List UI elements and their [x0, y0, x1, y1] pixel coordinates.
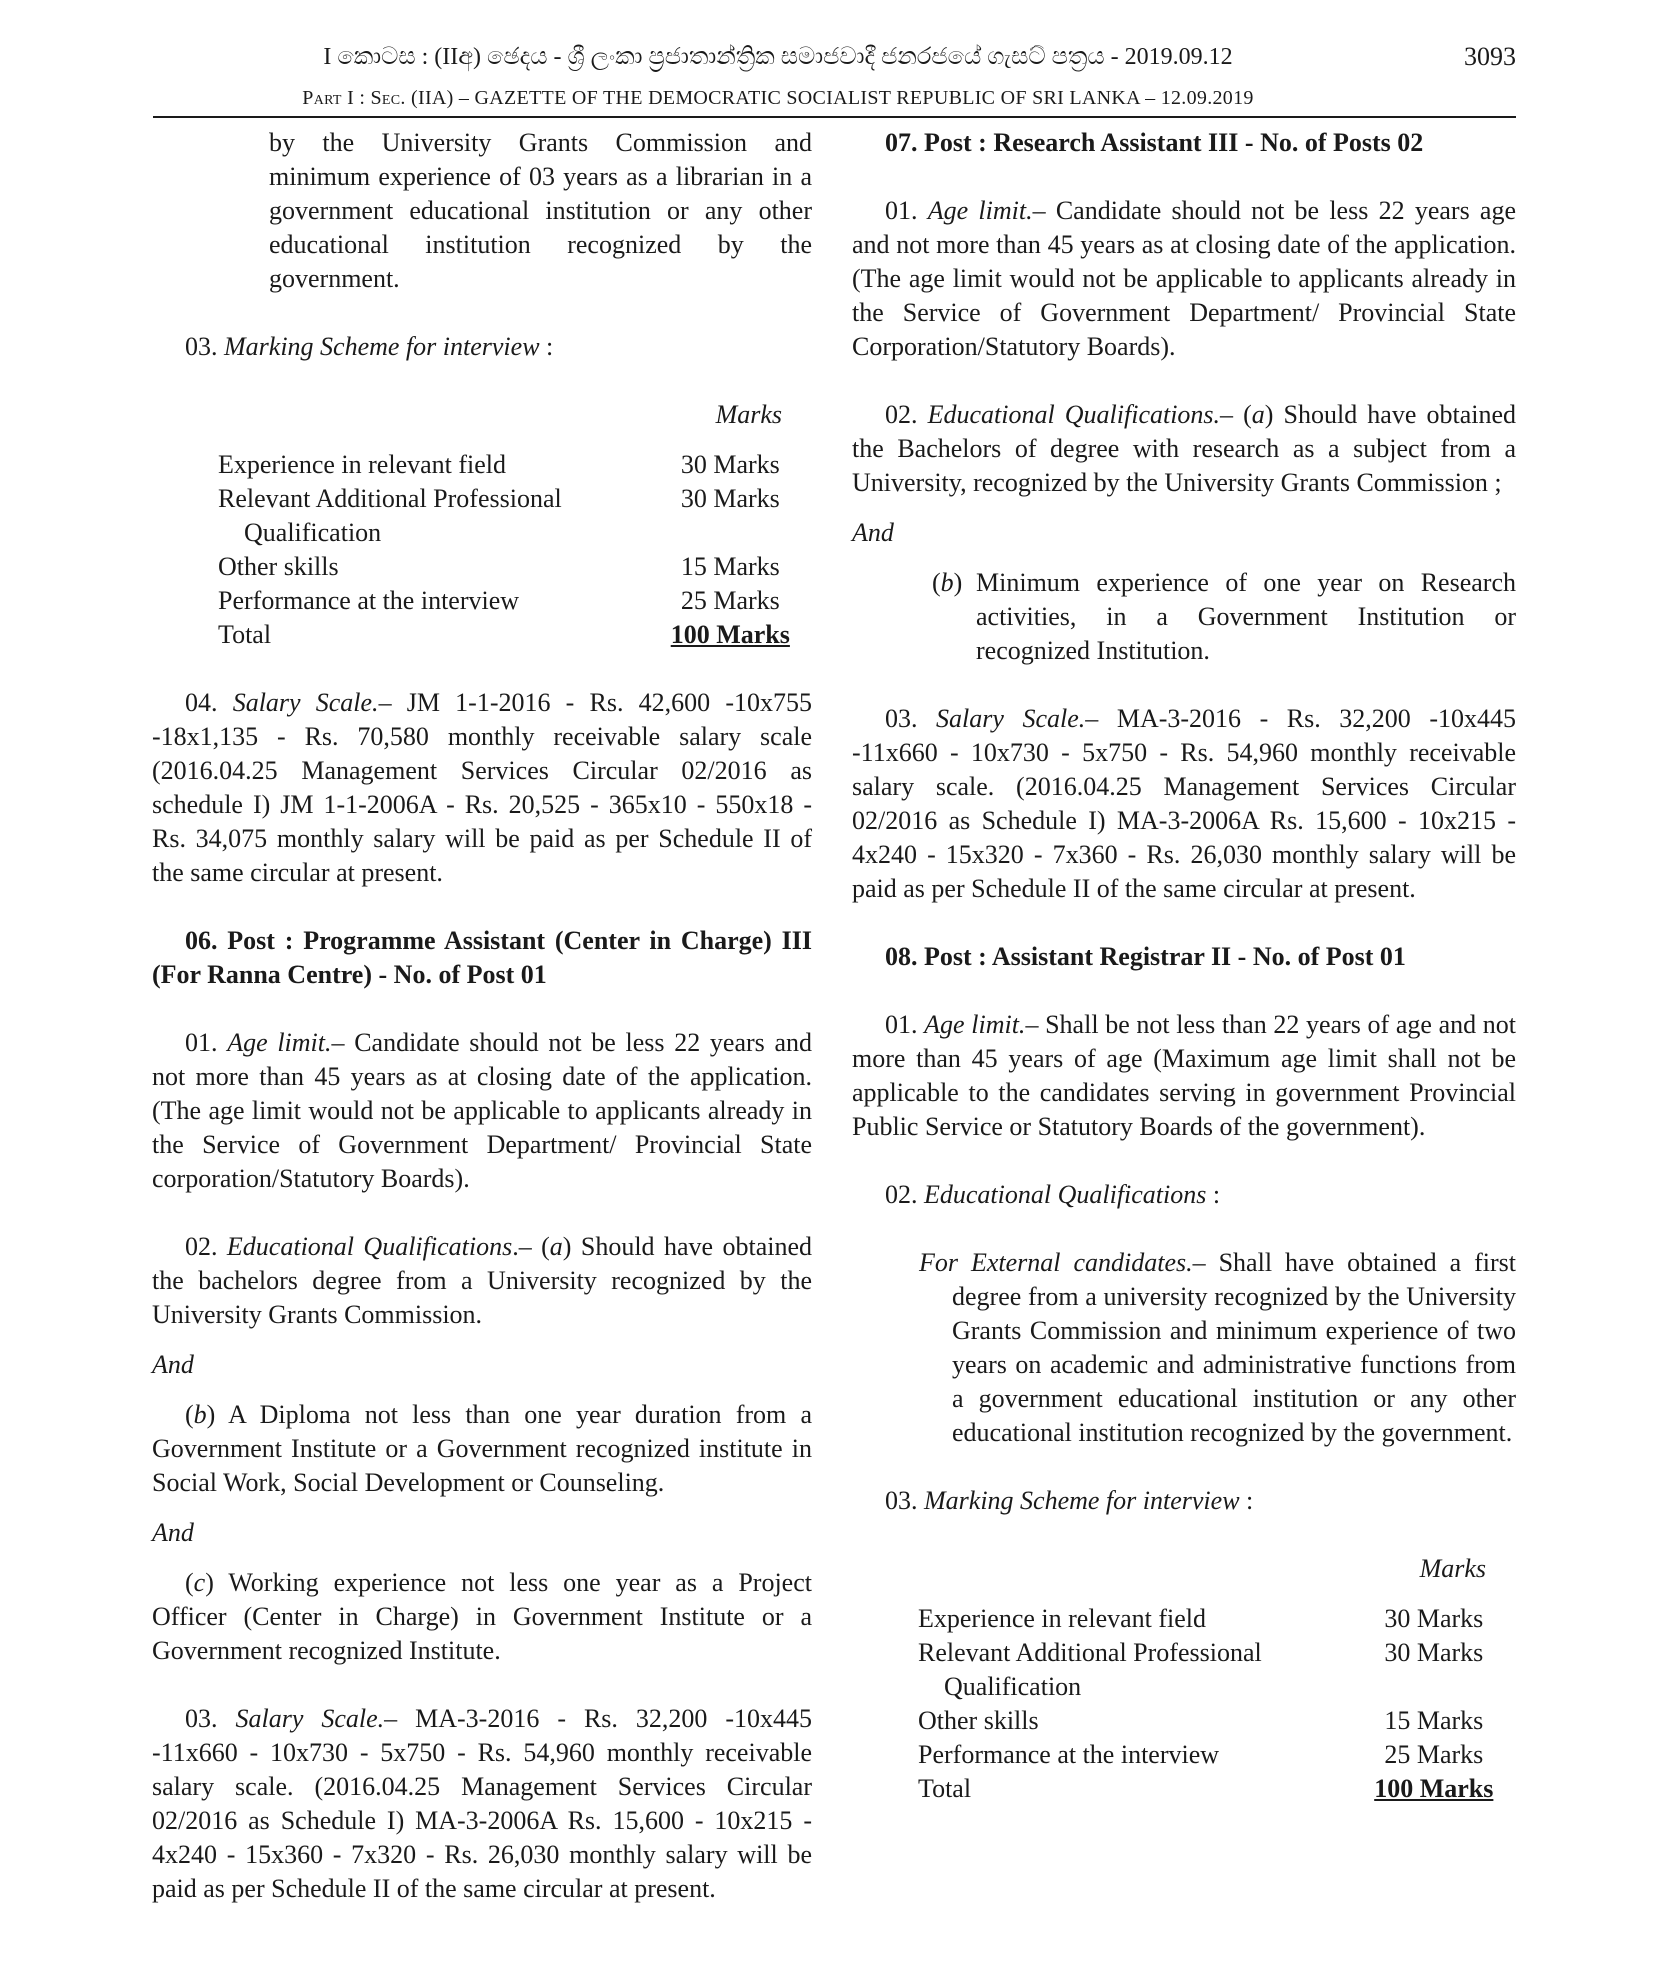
- table-row: Performance at the interview 25 Marks: [218, 586, 780, 615]
- marks-column-header: Marks: [1419, 1554, 1486, 1583]
- p06-education: 02. Educational Qualifications.– (a) Should have obtained the bachelors degree from a University recognized by the University Grants Commission.: [152, 1232, 812, 1329]
- table-row: Experience in relevant field 30 Marks: [218, 450, 780, 479]
- post-08-heading: 08. Post : Assistant Registrar II - No. of Post 01: [885, 942, 1406, 971]
- marks-table-left: [152, 398, 812, 652]
- header-rule: [153, 116, 1516, 118]
- p06-diploma: (b) A Diploma not less than one year duration from a Government Institute or a Government recognized institute in Social Work, Social Development or Counseling.: [152, 1400, 812, 1497]
- marks-table-right: [852, 1552, 1516, 1806]
- part-label: Part I: [302, 87, 355, 109]
- table-row: Experience in relevant field 30 Marks: [918, 1604, 1484, 1633]
- marks-column-header: Marks: [715, 400, 782, 429]
- p08-external-candidates: For External candidates.– Shall have obtained a first degree from a university recognized by the University Grants Commission and minimum experience of two years on academic and administrative functions from a government educational institution or any other educational institution recognized by the government.: [919, 1248, 1516, 1447]
- post-07-heading: 07. Post : Research Assistant III - No. of Posts 02: [885, 128, 1424, 157]
- p07-research-experience: (b) Minimum experience of one year on Research activities, in a Government Institution or recognized Institution.: [932, 568, 1516, 665]
- table-row: Qualification: [244, 518, 382, 547]
- marking-scheme-heading-right: 03. Marking Scheme for interview :: [885, 1486, 1254, 1515]
- p08-education-heading: 02. Educational Qualifications :: [885, 1180, 1221, 1209]
- p07-salary-scale: 03. Salary Scale.– MA-3-2016 - Rs. 32,200 -10x445 -11x660 - 10x730 - 5x750 - Rs. 54,960 monthly receivable salary scale. (2016.04.25 Management Services Circular 02/2016 as Schedule I) MA-3-2006A Rs. 15,600 - 10x215 - 4x240 - 15x320 - 7x360 - Rs. 26,030 monthly salary will be paid as per Schedule II of the same circular at present.: [852, 704, 1516, 903]
- right-column: [852, 126, 1516, 1806]
- p06-experience: (c) Working experience not less one year as a Project Officer (Center in Charge) in Government Institute or a Government recognized Institute.: [152, 1568, 812, 1665]
- and-separator: And: [152, 1518, 194, 1547]
- and-separator: And: [152, 1350, 194, 1379]
- p06-salary-scale: 03. Salary Scale.– MA-3-2016 - Rs. 32,200 -10x445 -11x660 - 10x730 - 5x750 - Rs. 54,960 monthly receivable salary scale. (2016.04.25 Management Services Circular 02/2016 as Schedule I) MA-3-2006A Rs. 15,600 - 10x215 - 4x240 - 15x360 - 7x320 - Rs. 26,030 monthly salary will be paid as per Schedule II of the same circular at present.: [152, 1704, 813, 1903]
- page-number: 3093: [1464, 42, 1516, 71]
- table-row: Qualification: [944, 1672, 1082, 1701]
- table-row-total: Total 100 Marks: [218, 620, 790, 649]
- sec-label: : Sec.: [359, 87, 406, 109]
- continued-paragraph: by the University Grants Commission and minimum experience of 03 years as a librarian in a government educational institution or any other educational institution recognized by the government.: [269, 128, 812, 293]
- table-row: Other skills 15 Marks: [218, 552, 780, 581]
- table-row: Other skills 15 Marks: [918, 1706, 1484, 1735]
- p08-age-limit: 01. Age limit.– Shall be not less than 22 years of age and not more than 45 years of age (Maximum age limit shall not be applicable to the candidates serving in government Provincial Public Service or Statutory Boards of the government).: [852, 1010, 1517, 1141]
- marking-scheme-heading: 03. Marking Scheme for interview :: [185, 332, 554, 361]
- table-row: Performance at the interview 25 Marks: [918, 1740, 1484, 1769]
- p06-age-limit: 01. Age limit.– Candidate should not be less 22 years and not more than 45 years as at closing date of the application. (The age limit would not be applicable to applicants already in the Service of Government Department/ Provincial State corporation/Statutory Boards).: [152, 1028, 812, 1193]
- salary-scale-paragraph: 04. Salary Scale.– JM 1-1-2016 - Rs. 42,600 -10x755 -18x1,135 - Rs. 70,580 monthly receivable salary scale (2016.04.25 Management Services Circular 02/2016 as schedule I) JM 1-1-2006A - Rs. 20,525 - 365x10 - 550x18 - Rs. 34,075 monthly salary will be paid as per Schedule II of the same circular at present.: [152, 688, 812, 887]
- left-column: [152, 126, 812, 1906]
- p07-education: 02. Educational Qualifications.– (a) Should have obtained the Bachelors of degree with research as a subject from a University, recognized by the University Grants Commission ;: [852, 400, 1516, 497]
- gazette-title: (IIA) – GAZETTE OF THE DEMOCRATIC SOCIALIST REPUBLIC OF SRI LANKA – 12.09.2019: [411, 87, 1254, 109]
- sinhala-title-line: I කොටස : (IIඅ) ඡෙදය - ශ්‍රී ලංකා ප්‍රජාතාන්ත්‍රික සමාජවාදී ජනරජයේ ගැසට් පත්‍රය - 2019.09.12: [323, 44, 1233, 70]
- and-separator: And: [852, 518, 894, 547]
- table-row: Relevant Additional Professional 30 Marks: [218, 484, 780, 513]
- p07-age-limit: 01. Age limit.– Candidate should not be less 22 years age and not more than 45 years as at closing date of the application. (The age limit would not be applicable to applicants already in the Service of Government Department/ Provincial State Corporation/Statutory Boards).: [852, 196, 1517, 361]
- post-06-heading: 06. Post : Programme Assistant (Center in Charge) III (For Ranna Centre) - No. of Post 01: [152, 926, 812, 989]
- table-row: Relevant Additional Professional 30 Marks: [918, 1638, 1484, 1667]
- english-title-line: [153, 84, 1403, 112]
- table-row-total: Total 100 Marks: [918, 1774, 1494, 1803]
